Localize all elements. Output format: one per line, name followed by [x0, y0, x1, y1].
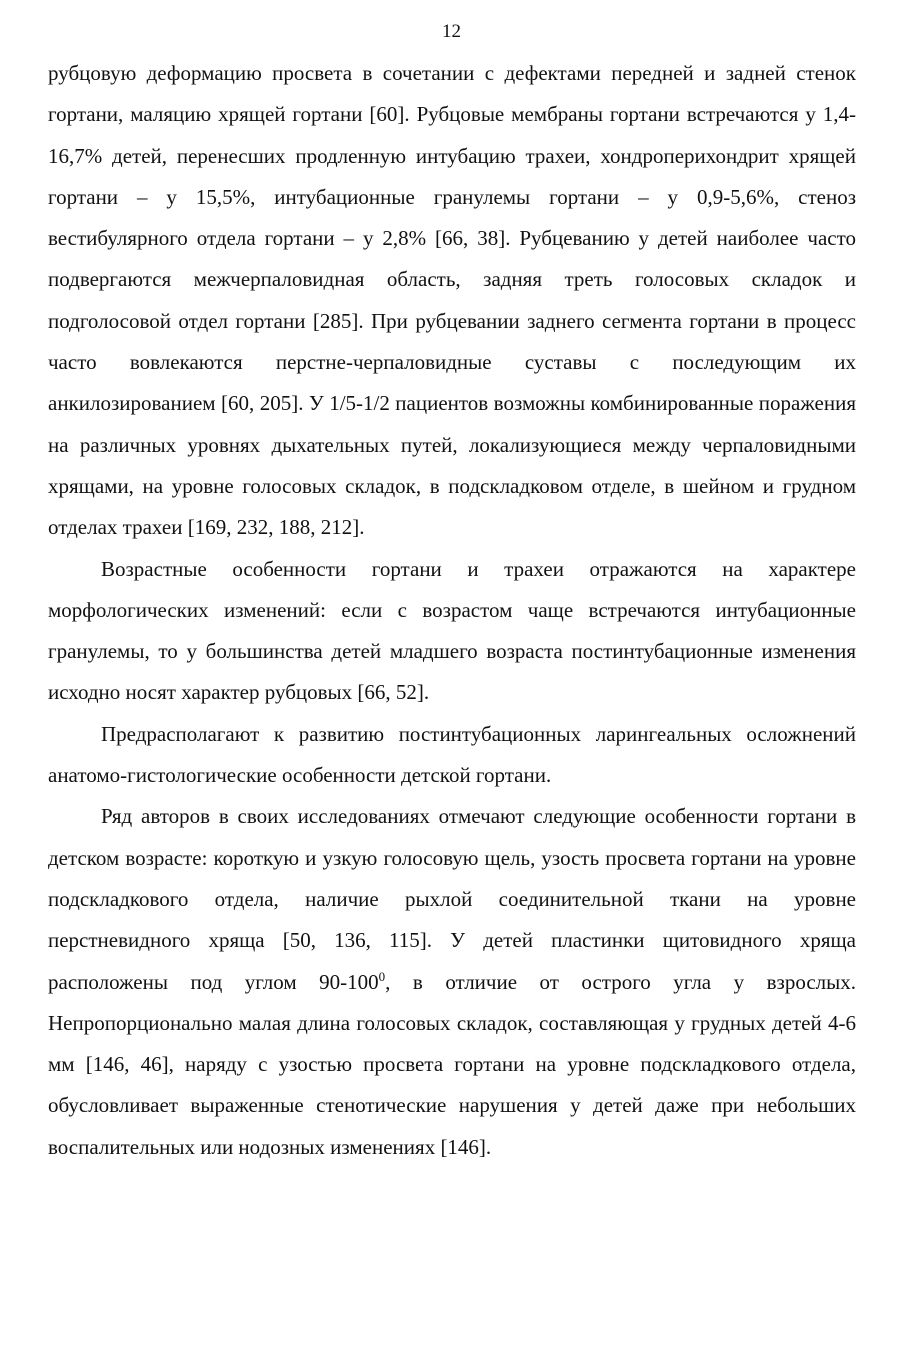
paragraph-text-part-1: Ряд авторов в своих исследованиях отмечают следующие особенности гортани в детском возрасте: короткую и узкую голосовую щель, узость просвета гортани на уровне подскладкового отдела, наличие рыхлой соединительной ткани на уровне перстневидного хряща [50, 136, 115]. У детей пластинки щитовидного хряща расположены под углом 90-100 — [48, 804, 856, 994]
page-number: 12 — [442, 21, 461, 42]
paragraph-continuation: рубцовую деформацию просвета в сочетании с дефектами передней и задней стенок гортани, маляцию хрящей гортани [60]. Рубцовые мембраны гортани встречаются у 1,4-16,7% детей, перенесших продленную интубацию трахеи, хондроперихондрит хрящей гортани – у 15,5%, интубационные гранулемы гортани – у 0,9-5,6%, стеноз вестибулярного отдела гортани – у 2,8% [66, 38]. Рубцеванию у детей наиболее часто подвергаются межчерпаловидная область, задняя треть голосовых складок и подголосовой отдел гортани [285]. При рубцевании заднего сегмента гортани в процесс часто вовлекаются перстне-черпаловидные суставы с последующим их анкилозированием [60, 205]. У 1/5-1/2 пациентов возможны комбинированные поражения на различных уровнях дыхательных путей, локализующиеся между черпаловидными хрящами, на уровне голосовых складок, в подскладковом отделе, в шейном и грудном отделах трахеи [169, 232, 188, 212]. — [48, 61, 856, 540]
paragraph-child-larynx-features — [48, 796, 856, 1168]
document-body — [48, 53, 856, 1168]
degree-superscript: 0 — [378, 968, 386, 984]
paragraph-text-part-2: , в отличие от острого угла у взрослых. Непропорционально малая длина голосовых складок, составляющая у грудных детей 4-6 мм [146, 46], наряду с узостью просвета гортани на уровне подскладкового отдела, обусловливает выраженные стенотические нарушения у детей даже при небольших воспалительных или нодозных изменениях [146]. — [48, 969, 857, 1159]
paragraph-predisposition: Предрасполагают к развитию постинтубационных ларингеальных осложнений анатомо-гистологические особенности детской гортани. — [48, 721, 856, 788]
paragraph-age-features: Возрастные особенности гортани и трахеи отражаются на характере морфологических изменений: если с возрастом чаще встречаются интубационные гранулемы, то у большинства детей младшего возраста постинтубационные изменения исходно носят характер рубцовых [66, 52]. — [48, 556, 856, 705]
